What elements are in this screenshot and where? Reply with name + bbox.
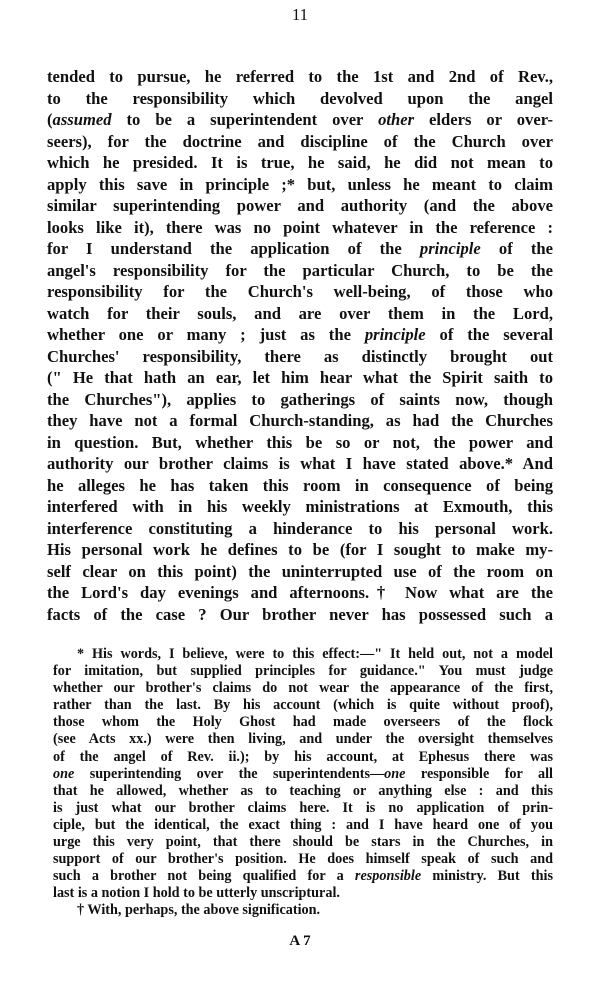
footnote-line [53, 731, 553, 748]
text-line [47, 109, 553, 131]
text-run: whether our brother's claims do not wear the appearance of the first, [53, 680, 553, 697]
text-line [47, 582, 553, 604]
text-line [47, 410, 553, 432]
text-run: interfered with in his weekly ministrations at Exmouth, this [47, 497, 553, 516]
text-run: of the several [425, 325, 553, 344]
footnote-line [53, 663, 553, 680]
text-line [47, 432, 553, 454]
footnote-line [53, 868, 553, 885]
text-run: responsible for all [405, 765, 553, 782]
footnote-line [53, 851, 553, 868]
text-line [47, 66, 553, 88]
text-run: that he allowed, whether as to teaching or anything else : and this [53, 782, 553, 799]
text-run: elders or over- [414, 110, 553, 129]
text-run: such a brother not being qualified for a [53, 868, 355, 885]
text-run: watch for their souls, and are over them in the Lord, [47, 303, 553, 323]
text-run: * His words, I believe, were to this effect:—" It held out, not a model [77, 646, 553, 662]
text-run: the Lord's day evenings and afternoons.† Now what are the [47, 583, 553, 602]
text-line [47, 453, 553, 475]
italic-text: principle [364, 325, 426, 344]
footnotes [53, 646, 553, 920]
text-run: ciple, but the identical, the exact thing : and I have heard one of you [53, 816, 553, 833]
text-run: whether one or many ; just as the [47, 325, 365, 344]
text-run: authority our brother claims is what I have stated above.* And [47, 454, 553, 473]
text-line [47, 131, 553, 153]
text-run: superintending over the superintendents— [74, 765, 385, 782]
text-line [47, 561, 553, 583]
text-run: of the angel of Rev. ii.); by his account, at Ephesus there was [53, 748, 553, 765]
text-run: angel's responsibility for the particular Church, to be the [47, 260, 553, 280]
signature-mark: A 7 [289, 933, 311, 949]
footnote-line [53, 749, 553, 766]
text-line [47, 281, 553, 303]
text-run: † With, perhaps, the above signification. [77, 902, 321, 919]
text-run: apply this save in principle ;* but, unless he meant to claim [47, 174, 553, 194]
text-line [47, 389, 553, 411]
text-line [47, 367, 553, 389]
text-run: last is a notion I hold to be utterly unscriptural. [53, 885, 340, 902]
footnote-line [53, 714, 553, 731]
footnote-line [53, 834, 553, 851]
footnote-line [53, 697, 553, 714]
text-run: which he presided. It is true, he said, he did not mean to [47, 153, 553, 172]
text-line [47, 346, 553, 368]
text-run: support of our brother's position. He does himself speak of such and [53, 851, 553, 868]
text-run: (" He that hath an ear, let him hear what the Spirit saith to [47, 368, 553, 387]
text-run: to be a superintendent over [111, 110, 379, 129]
text-run: in question. But, whether this be so or not, the power and [47, 432, 553, 452]
italic-text: assumed [52, 110, 112, 129]
text-run: to the responsibility which devolved upon the angel [47, 88, 553, 108]
text-run: of the [480, 239, 553, 258]
text-run: looks like it), there was no point whatever in the reference : [47, 217, 553, 237]
text-line [47, 238, 553, 260]
text-run: Churches' responsibility, there as distinctly brought out [47, 346, 553, 366]
text-line [47, 88, 553, 110]
text-line [47, 195, 553, 217]
text-run: the Churches"), applies to gatherings of saints now, though [47, 389, 553, 409]
text-run: interference constituting a hinderance to his personal work. [47, 518, 553, 538]
text-run: tended to pursue, he referred to the 1st and 2nd of Rev., [47, 67, 553, 86]
text-line [47, 152, 553, 174]
text-run: ministry. But this [421, 868, 553, 885]
text-line [47, 604, 553, 626]
footnote-line [53, 680, 553, 697]
footnote-line [53, 646, 553, 663]
italic-text: other [378, 110, 415, 129]
text-line [47, 539, 553, 561]
text-run: those whom the Holy Ghost had made overseers of the flock [53, 714, 553, 731]
italic-text: one [53, 765, 75, 782]
text-run: for imitation, but supplied principles for guidance." You must judge [53, 663, 553, 680]
text-run: rather than the last. By his account (which is quite without proof), [53, 697, 553, 714]
text-run: ( [47, 110, 53, 129]
text-line [47, 475, 553, 497]
text-run: responsibility for the Church's well-being, of those who [47, 282, 553, 301]
text-run: he alleges he has taken this room in consequence of being [47, 475, 553, 495]
text-run: is just what our brother claims here. It is no application of prin- [53, 799, 553, 816]
footnote-line [53, 902, 553, 919]
text-run: similar superintending power and authority (and the above [47, 196, 553, 215]
text-run: urge this very point, that there should be stars in the Churches, in [53, 834, 553, 851]
footnote-line [53, 817, 553, 834]
italic-text: responsible [354, 868, 422, 885]
footnote-line [53, 885, 553, 902]
text-line [47, 260, 553, 282]
text-run: His personal work he defines to be (for I sought to make my- [47, 540, 553, 559]
italic-text: principle [419, 239, 481, 258]
italic-text: one [384, 765, 406, 782]
text-run: seers), for the doctrine and discipline of the Church over [47, 131, 553, 151]
text-line [47, 174, 553, 196]
text-run: for I understand the application of the [47, 239, 420, 258]
footnote-line [53, 766, 553, 783]
text-line [47, 496, 553, 518]
footnote-line [53, 783, 553, 800]
text-run: self clear on this point) the uninterrupted use of the room on [47, 561, 553, 581]
text-line [47, 324, 553, 346]
text-run: facts of the case ? Our brother never has possessed such a [47, 604, 553, 624]
main-text [47, 66, 553, 625]
text-line [47, 518, 553, 540]
footnote-line [53, 800, 553, 817]
text-line [47, 303, 553, 325]
page-number: 11 [291, 5, 309, 24]
text-run: they have not a formal Church-standing, as had the Churches [47, 411, 553, 430]
text-line [47, 217, 553, 239]
text-run: (see Acts xx.) were then living, and under the oversight themselves [53, 731, 553, 748]
